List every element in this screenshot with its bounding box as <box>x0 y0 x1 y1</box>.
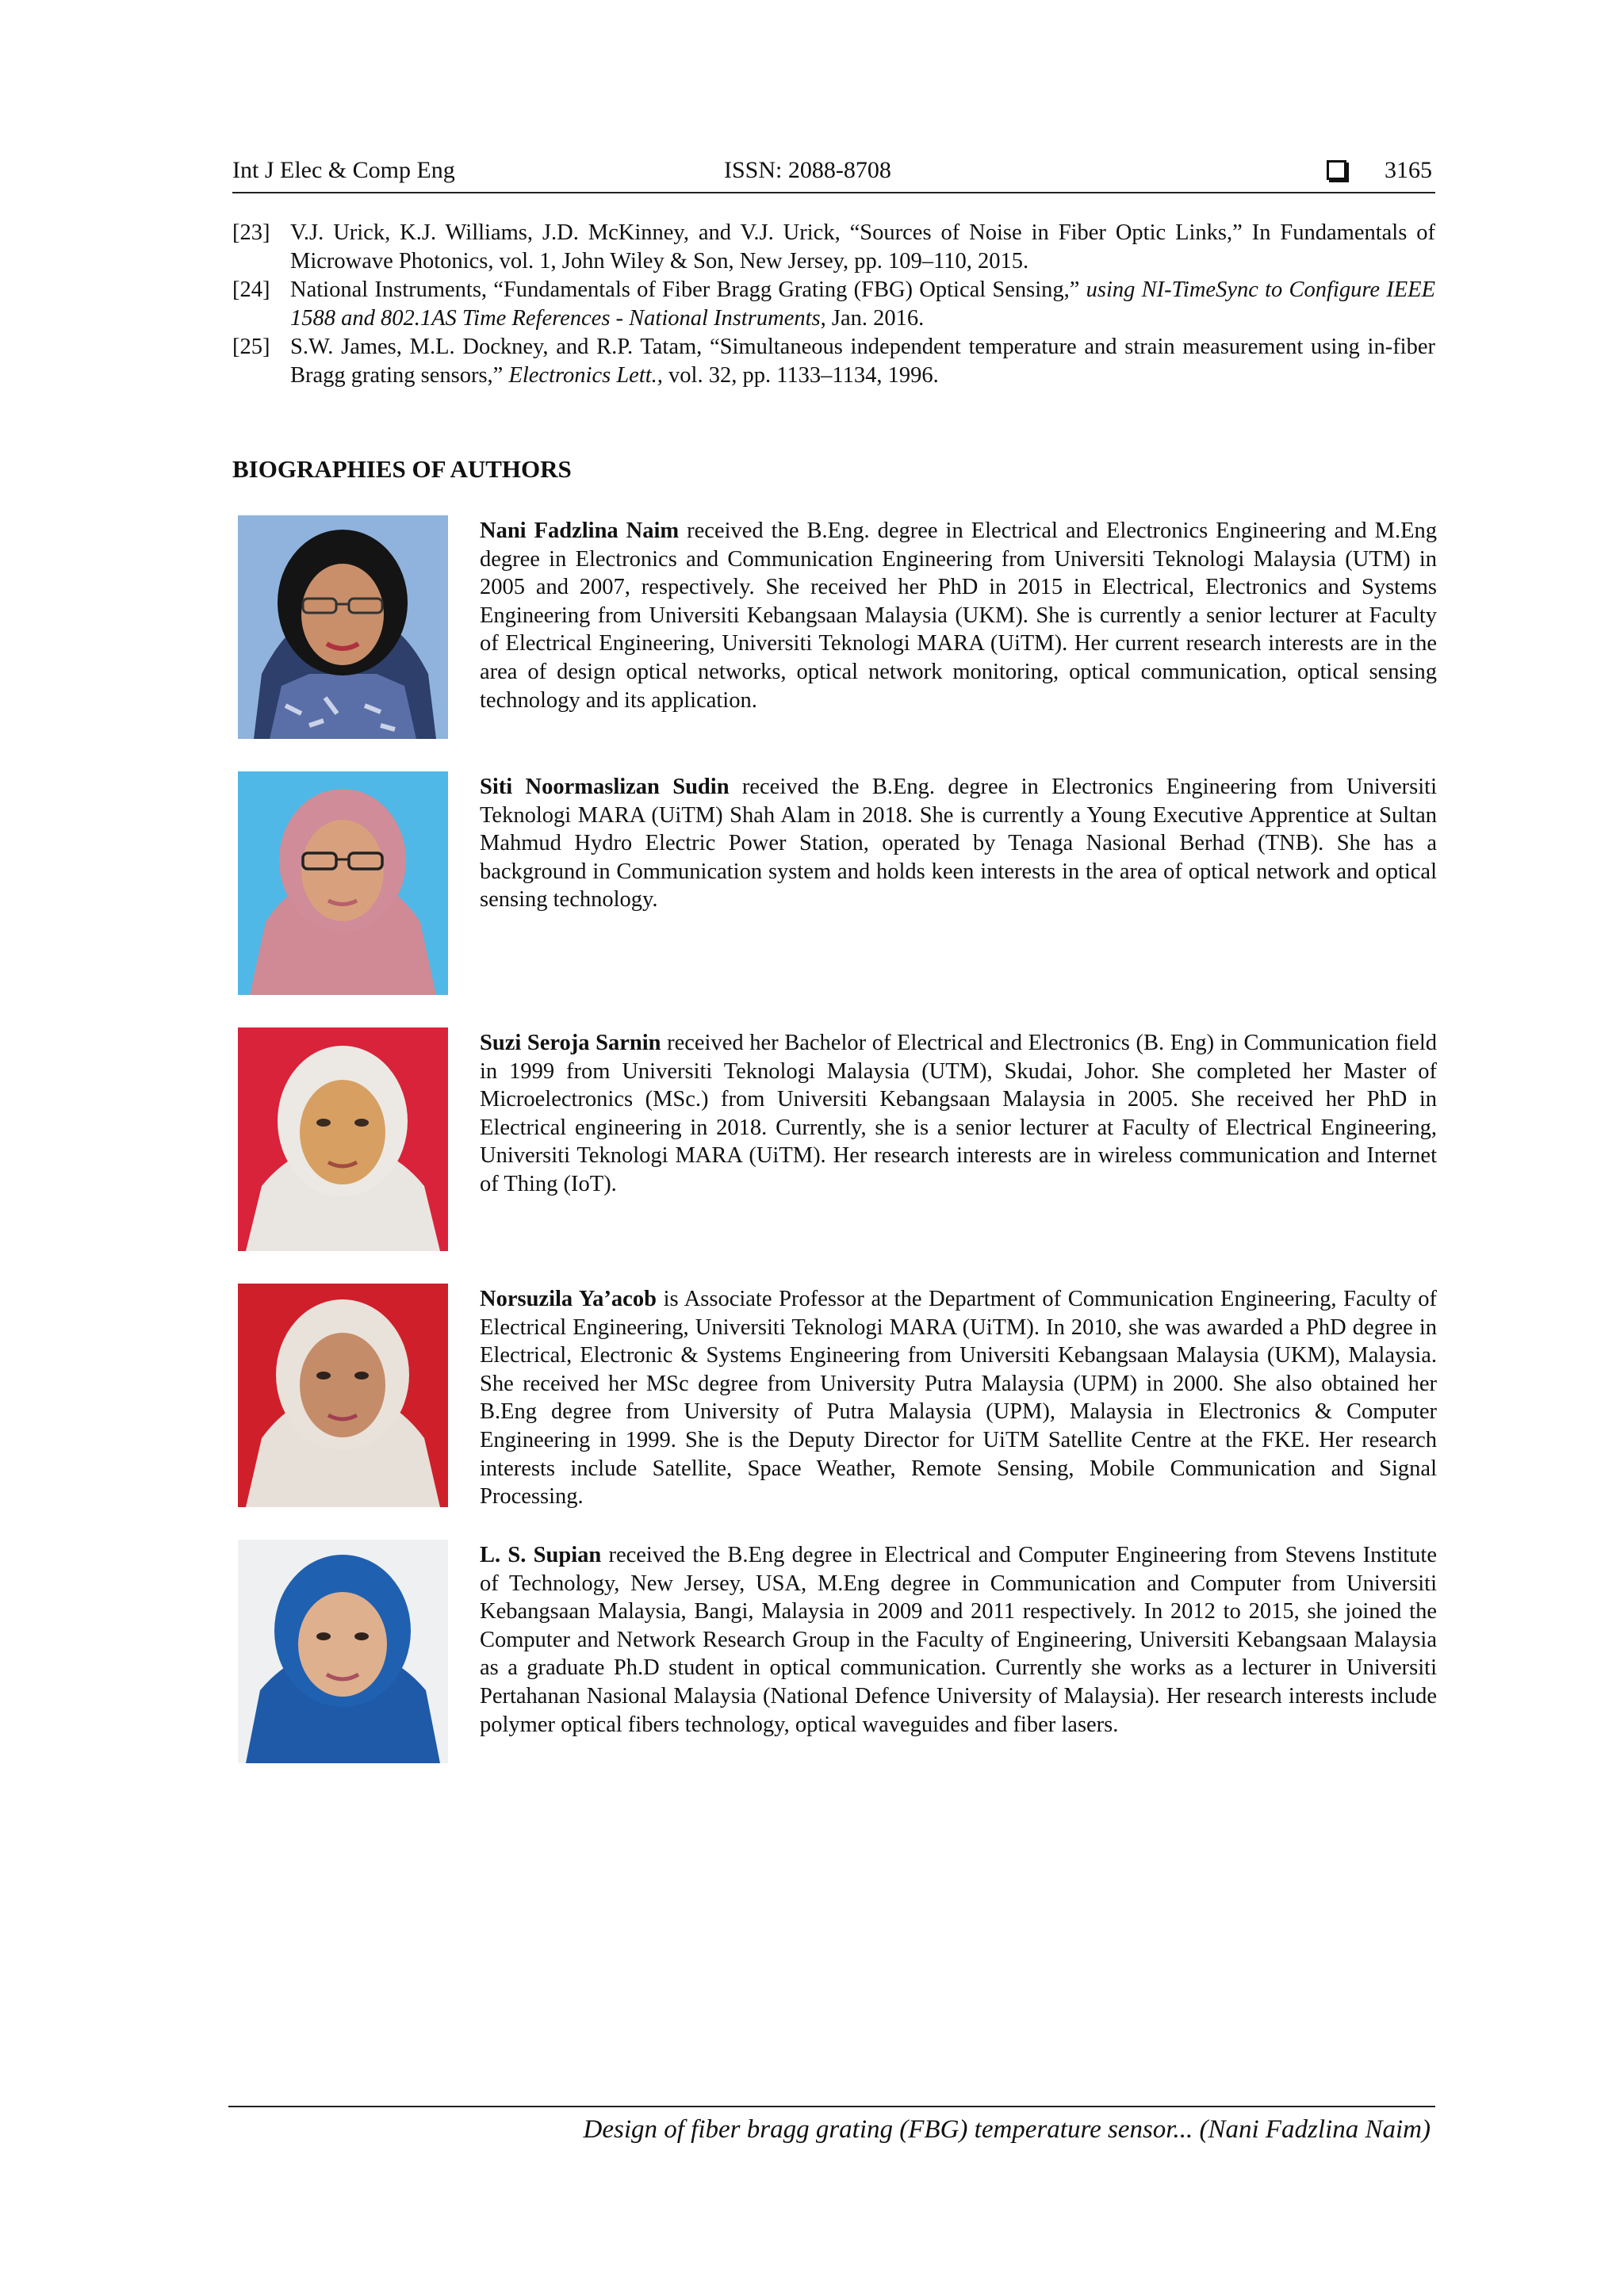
square-bullet-icon <box>1327 160 1346 180</box>
author-photo-image <box>238 1284 448 1507</box>
author-name: Siti Noormaslizan Sudin <box>480 775 730 799</box>
running-footer <box>228 2106 1435 2155</box>
references-list <box>232 219 1435 390</box>
reference-text: V.J. Urick, K.J. Williams, J.D. McKinney, and V.J. Urick, “Sources of Noise in Fiber Optic Links,” In Fundamentals of Microwave Photonics, vol. 1, John Wiley & Son, New Jersey, pp. 109–110, 2015. <box>290 220 1435 274</box>
author-photo <box>238 1540 448 1763</box>
reference-number: [25] <box>232 335 270 359</box>
author-photo <box>238 771 448 995</box>
bio-text <box>480 1285 1437 1511</box>
author-photo <box>238 1284 448 1507</box>
author-name: Nani Fadzlina Naim <box>480 519 680 543</box>
reference-number: [24] <box>232 277 270 302</box>
author-name: Norsuzila Ya’acob <box>480 1287 657 1311</box>
author-photo-image <box>238 1027 448 1251</box>
bio-body: is Associate Professor at the Department of Communication Engineering, Faculty of Electrical Engineering, Universiti Teknologi MARA (UiTM). In 2010, she was awarded a PhD degree in Electrical, Electronic & Systems Engineering from Universiti Kebangsaan Malaysia (UKM), Malaysia. She received her MSc degree from University Putra Malaysia (UPM) in 2000. She also obtained her B.Eng degree from University of Putra Malaysia (UPM), Malaysia in Electronics & Computer Engineering in 1999. She is the Deputy Director for UiTM Satellite Centre at the FKE. Her research interests include Satellite, Space Weather, Remote Sensing, Mobile Communication and Signal Processing. <box>480 1287 1438 1510</box>
author-name: L. S. Supian <box>480 1543 602 1567</box>
reference-italic-source: Electronics Lett., <box>508 363 663 388</box>
author-photo-image <box>238 771 448 995</box>
reference-italic-source: using NI-TimeSync to Configure IEEE 1588 and 802.1AS Time References - National Instruments <box>290 277 1435 331</box>
footer-caption: Design of fiber bragg grating (FBG) temperature sensor... (Nani Fadzlina Naim) <box>583 2115 1431 2144</box>
reference-text-end: vol. 32, pp. 1133–1134, 1996. <box>662 363 939 388</box>
running-header <box>232 155 1435 193</box>
section-title: BIOGRAPHIES OF AUTHORS <box>232 455 572 483</box>
author-photo <box>238 515 448 739</box>
reference-text-end: , Jan. 2016. <box>820 306 925 331</box>
reference-text: S.W. James, M.L. Dockney, and R.P. Tatam, “Simultaneous independent temperature and strain measurement using in-fiber Bragg grating sensors,” <box>290 335 1435 388</box>
bio-body: received the B.Eng. degree in Electrical and Electronics Engineering and M.Eng degree in Electronics and Communication Engineering from Universiti Teknologi Malaysia (UTM) in 2005 and 2007, respectively. She received her PhD in 2015 in Electrical, Electronics and Systems Engineering from Universiti Kebangsaan Malaysia (UKM). She is currently a senior lecturer at Faculty of Electrical Engineering, Universiti Teknologi MARA (UiTM). Her current research interests are in the area of design optical networks, optical network monitoring, optical communication, optical sensing technology and its application. <box>480 519 1437 713</box>
bio-text <box>480 1029 1437 1199</box>
bio-text <box>480 1541 1437 1739</box>
bio-text <box>480 517 1437 714</box>
reference-item <box>232 333 1435 390</box>
author-photo-image <box>238 515 448 739</box>
author-photo-image <box>238 1540 448 1763</box>
reference-number: [23] <box>232 220 270 245</box>
page-number-group <box>1327 155 1432 186</box>
author-photo <box>238 1027 448 1251</box>
page-number: 3165 <box>1385 157 1432 183</box>
bio-body: received the B.Eng. degree in Electronics Engineering from Universiti Teknologi MARA (UiTM) Shah Alam in 2018. She is currently a Young Executive Apprentice at Sultan Mahmud Hydro Electric Power Station, operated by Tenaga Nasional Berhad (TNB). She has a background in Communication system and holds keen interests in the area of optical network and optical sensing technology. <box>480 775 1437 913</box>
author-name: Suzi Seroja Sarnin <box>480 1031 661 1055</box>
reference-item <box>232 219 1435 276</box>
bio-body: received the B.Eng degree in Electrical and Computer Engineering from Stevens Institute of Technology, New Jersey, USA, M.Eng degree in Communication and Computer from Universiti Kebangsaan Malaysia, Bangi, Malaysia in 2009 and 2011 respectively. In 2012 to 2015, she joined the Computer and Network Research Group in the Faculty of Engineering, Universiti Kebangsaan Malaysia as a graduate Ph.D student in optical communication. Currently she works as a lecturer in Universiti Pertahanan Nasional Malaysia (National Defence University of Malaysia). Her research interests include polymer optical fibers technology, optical waveguides and fiber lasers. <box>480 1543 1437 1737</box>
issn: ISSN: 2088-8708 <box>724 157 891 183</box>
reference-item <box>232 276 1435 333</box>
reference-text: National Instruments, “Fundamentals of Fiber Bragg Grating (FBG) Optical Sensing,” <box>290 277 1086 302</box>
journal-name: Int J Elec & Comp Eng <box>232 157 455 183</box>
bio-text <box>480 773 1437 914</box>
bio-body: received her Bachelor of Electrical and Electronics (B. Eng) in Communication field in 1999 from Universiti Teknologi Malaysia (UTM), Skudai, Johor. She completed her Master of Microelectronics (MSc.) from Universiti Kebangsaan Malaysia in 2005. She received her PhD in Electrical engineering in 2018. Currently, she is a senior lecturer at Faculty of Electrical Engineering, Universiti Teknologi MARA (UiTM). Her research interests are in wireless communication and Internet of Thing (IoT). <box>480 1031 1437 1196</box>
